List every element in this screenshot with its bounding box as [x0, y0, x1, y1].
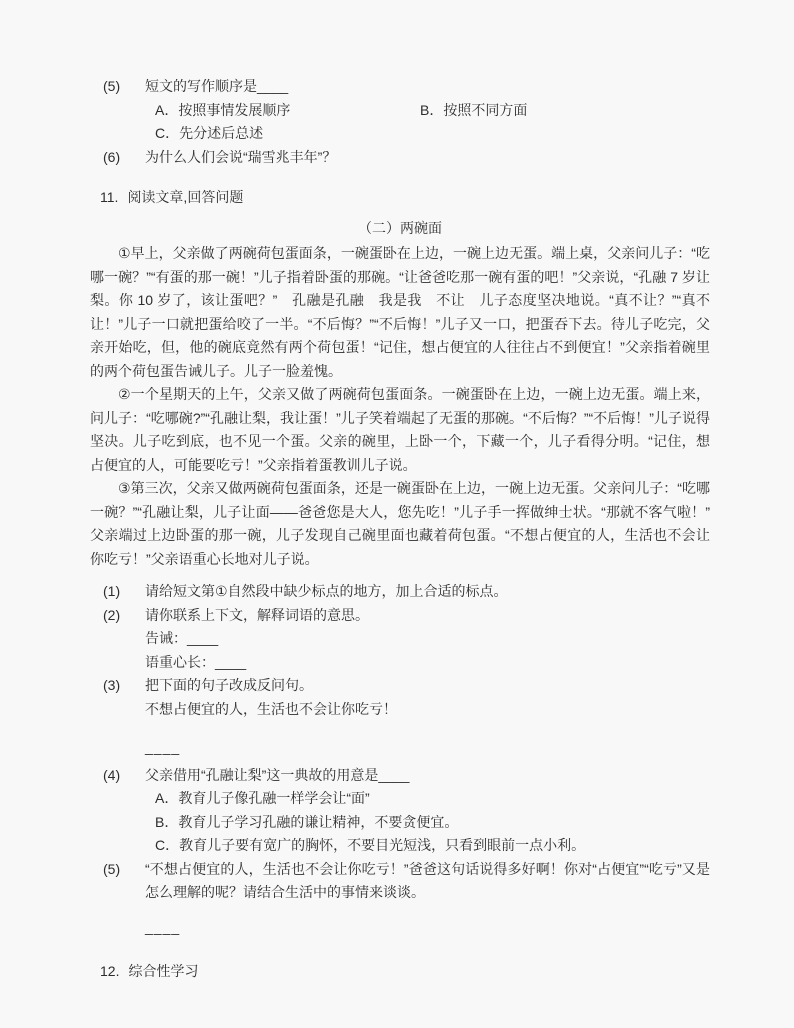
reading-question-3-number: (3)	[103, 677, 121, 693]
question-5-option-a: A．按照事情发展顺序	[155, 101, 291, 118]
reading-question-2-row	[90, 604, 710, 628]
reading-question-4-option-c: C．教育儿子要有宽广的胸怀，不要目光短浅，只看到眼前一点小利。	[155, 837, 586, 853]
section-11-heading	[100, 186, 710, 210]
question-5-options-line-1	[90, 99, 710, 123]
reading-question-4-text: 父亲借用“孔融让梨”这一典故的用意是____	[145, 766, 410, 783]
question-5-option-c: C．先分述后总述	[155, 125, 264, 141]
reading-question-2-blank-gaojie: 告诫：____	[145, 630, 219, 646]
passage-paragraph-3: ③第三次，父亲又做两碗荷包蛋面条，还是一碗蛋卧在上边，一碗上边无蛋。父亲问儿子：“吃哪一碗？”“孔融让梨，儿子让面——爸爸您是大人，您先吃！”儿子手一挥做绅士状。“那就不客气啦！”父亲端过上边卧蛋的那一碗，儿子发现自己碗里面也藏着荷包蛋。“不想占便宜的人，生活也不会让你吃亏！”父亲语重心长地对儿子说。	[90, 480, 710, 567]
reading-question-5-answer-blank: ____	[145, 918, 181, 935]
question-6-number: (6)	[103, 148, 121, 165]
question-5-text: 短文的写作顺序是____	[145, 78, 289, 94]
reading-question-4-row	[90, 764, 710, 788]
question-5-number: (5)	[103, 78, 121, 94]
reading-question-4-option-a: A．教育儿子像孔融一样学会让“面”	[155, 790, 370, 806]
reading-question-4-number: (4)	[103, 766, 121, 783]
reading-question-4-option-b: B．教育儿子学习孔融的谦让精神，不要贪便宜。	[155, 813, 459, 830]
reading-question-3-text: 把下面的句子改成反问句。	[145, 677, 313, 693]
section-12-number: 12.	[100, 963, 120, 979]
reading-questions	[90, 580, 710, 939]
reading-question-3-sentence: 不想占便宜的人，生活也不会让你吃亏！	[145, 700, 397, 717]
question-5-options-line-2	[90, 122, 710, 146]
reading-question-2-number: (2)	[103, 606, 121, 623]
passage-title: （二）两碗面	[358, 219, 442, 236]
reading-question-2-text: 请你联系上下文，解释词语的意思。	[145, 606, 369, 623]
section-11-title: 阅读文章,回答问题	[127, 189, 244, 205]
reading-question-2-blank-yuzhongxinchang: 语重心长：____	[145, 653, 247, 670]
reading-question-1-text: 请给短文第①自然段中缺少标点的地方，加上合适的标点。	[145, 583, 508, 599]
reading-question-3-row	[90, 674, 710, 698]
question-6-row	[90, 146, 710, 170]
section-12-heading	[100, 960, 710, 984]
reading-question-5-number: (5)	[103, 860, 121, 877]
reading-question-5-row	[90, 858, 710, 905]
question-6-text: 为什么人们会说“瑞雪兆丰年”？	[145, 148, 337, 165]
passage-paragraph-2: ②一个星期天的上午，父亲又做了两碗荷包蛋面条。一碗蛋卧在上边，一碗上边无蛋。端上来，问儿子：“吃哪碗?”“孔融让梨，我让蛋！”儿子笑着端起了无蛋的那碗。“不后悔？”“不后悔！”儿子说得坚决。儿子吃到底，也不见一个蛋。父亲的碗里，上卧一个，下藏一个，儿子看得分明。“记住，想占便宜的人，可能要吃亏！”父亲指着蛋教训儿子说。	[90, 386, 710, 473]
question-5-row	[90, 75, 710, 99]
question-5-option-b: B．按照不同方面	[420, 101, 528, 118]
reading-question-5-text: “不想占便宜的人，生活也不会让你吃亏！”爸爸这句话说得多好啊！你对“占便宜”“吃亏”又是怎么理解的呢？请结合生活中的事情来谈谈。	[145, 860, 710, 900]
reading-question-3-answer-blank: ____	[145, 739, 181, 755]
section-12-title: 综合性学习	[128, 963, 199, 979]
passage-paragraph-1: ①早上，父亲做了两碗荷包蛋面条，一碗蛋卧在上边，一碗上边无蛋。端上桌，父亲问儿子：“吃哪一碗？”“有蛋的那一碗！”儿子指着卧蛋的那碗。“让爸爸吃那一碗有蛋的吧！”父亲说，“孔融 7 岁让梨。你 10 岁了，该让蛋吧？” 孔融是孔融 我是我 不让 儿子态度坚决地说。“真不让？”“真不让！”儿子一口就把蛋给咬了一半。“不后悔？”“不后悔！”儿子又一口，把蛋吞下去。待儿子吃完，父亲开始吃，但，他的碗底竟然有两个荷包蛋！“记住，想占便宜的人往往占不到便宜！”父亲指着碗里的两个荷包蛋告诫儿子。儿子一脸羞愧。	[90, 245, 710, 379]
reading-question-1-row	[90, 580, 710, 604]
section-11-number: 11.	[100, 189, 119, 205]
reading-question-1-number: (1)	[103, 583, 121, 599]
